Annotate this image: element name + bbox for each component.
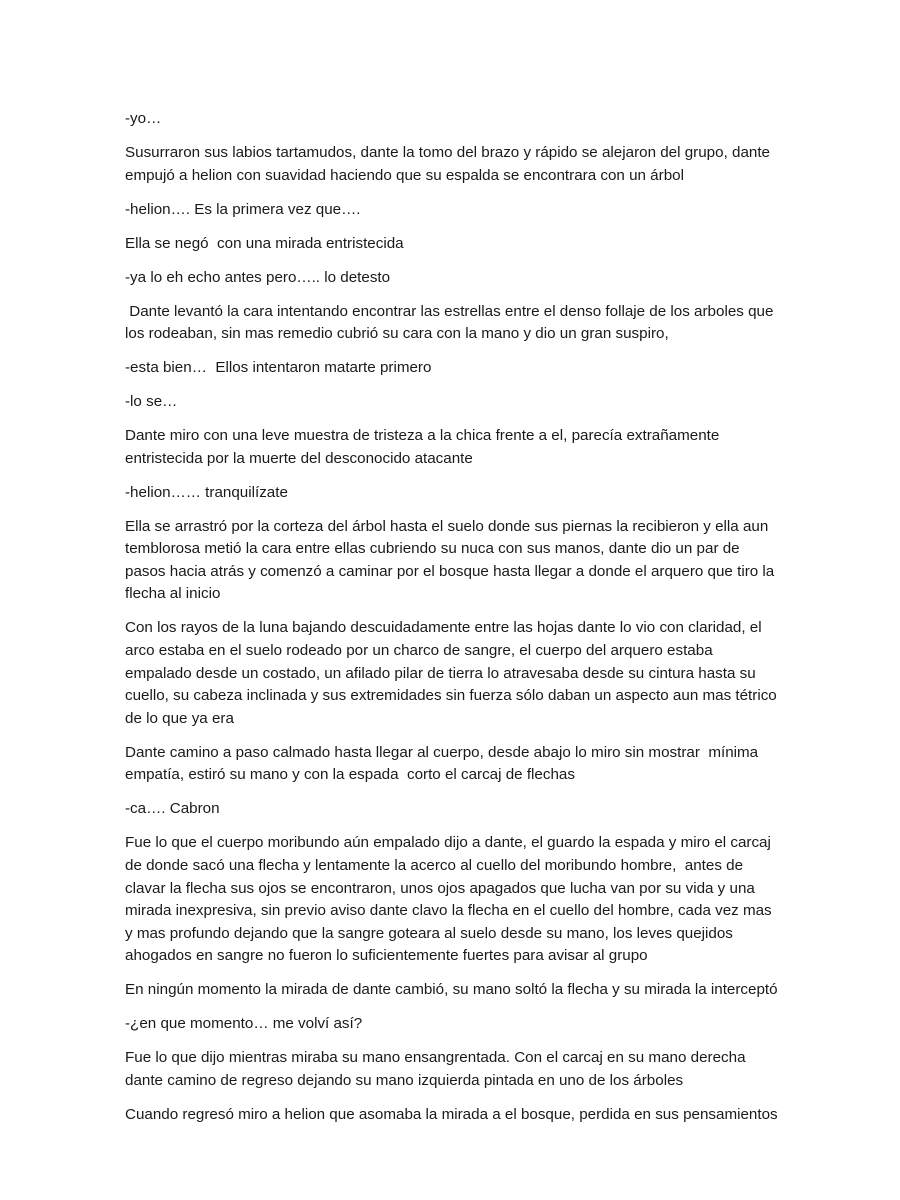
paragraph: Cuando regresó miro a helion que asomaba la mirada a el bosque, perdida en sus pensamientos	[125, 1105, 778, 1123]
paragraph: -ya lo eh echo antes pero….. lo detesto	[125, 268, 391, 286]
paragraph: Dante levantó la cara intentando encontrar las estrellas entre el denso follaje de los arboles que los rodeaban, sin mas remedio cubrió su cara con la mano y dio un gran suspiro,	[125, 302, 778, 343]
paragraph: Fue lo que dijo mientras miraba su mano ensangrentada. Con el carcaj en su mano derecha dante camino de regreso dejando su mano izquierda pintada en uno de los árboles	[125, 1049, 750, 1089]
paragraph: -ca…. Cabron	[125, 800, 220, 818]
paragraph: Dante camino a paso calmado hasta llegar al cuerpo, desde abajo lo miro sin mostrar mínima empatía, estiró su mano y con la espada corto el carcaj de flechas	[125, 743, 763, 784]
paragraph: Dante miro con una leve muestra de tristeza a la chica frente a el, parecía extrañamente entristecida por la muerte del desconocido atacante	[125, 427, 724, 467]
paragraph: -helion…. Es la primera vez que….	[125, 200, 361, 218]
paragraph: -esta bien… Ellos intentaron matarte primero	[125, 359, 432, 377]
paragraph: -lo se…	[125, 393, 178, 411]
document-body	[125, 108, 780, 1138]
paragraph: Ella se negó con una mirada entristecida	[125, 234, 404, 252]
paragraph: -¿en que momento… me volví así?	[125, 1015, 363, 1033]
paragraph: -helion…… tranquilízate	[125, 483, 288, 501]
paragraph: Fue lo que el cuerpo moribundo aún empalado dijo a dante, el guardo la espada y miro el carcaj de donde sacó una flecha y lentamente la acerco al cuello del moribundo hombre, antes de clavar la flecha sus ojos se encontraron, unos ojos apagados que lucha van por su vida y una mirada inexpresiva, sin previo aviso dante clavo la flecha en el cuello del hombre, cada vez mas y mas profundo dejando que la sangre goteara al suelo desde su mano, los leves quejidos ahogados en sangre no fueron lo suficientemente fuertes para avisar al grupo	[125, 834, 776, 965]
paragraph: En ningún momento la mirada de dante cambió, su mano soltó la flecha y su mirada la interceptó	[125, 981, 778, 999]
paragraph: Con los rayos de la luna bajando descuidadamente entre las hojas dante lo vio con claridad, el arco estaba en el suelo rodeado por un charco de sangre, el cuerpo del arquero estaba empalado desde un costado, un afilado pilar de tierra lo atravesaba desde su cintura hasta su cuello, su cabeza inclinada y sus extremidades sin fuerza sólo daban un aspecto aun mas tétrico de lo que ya era	[125, 619, 781, 727]
paragraph: Susurraron sus labios tartamudos, dante la tomo del brazo y rápido se alejaron del grupo, dante empujó a helion con suavidad haciendo que su espalda se encontrara con un árbol	[125, 143, 775, 184]
paragraph: Ella se arrastró por la corteza del árbol hasta el suelo donde sus piernas la recibieron y ella aun temblorosa metió la cara entre ellas cubriendo su nuca con sus manos, dante dio un par de pasos hacia atrás y comenzó a caminar por el bosque hasta llegar a donde el arquero que tiro la flecha al inicio	[125, 517, 779, 603]
paragraph: -yo…	[125, 110, 162, 127]
